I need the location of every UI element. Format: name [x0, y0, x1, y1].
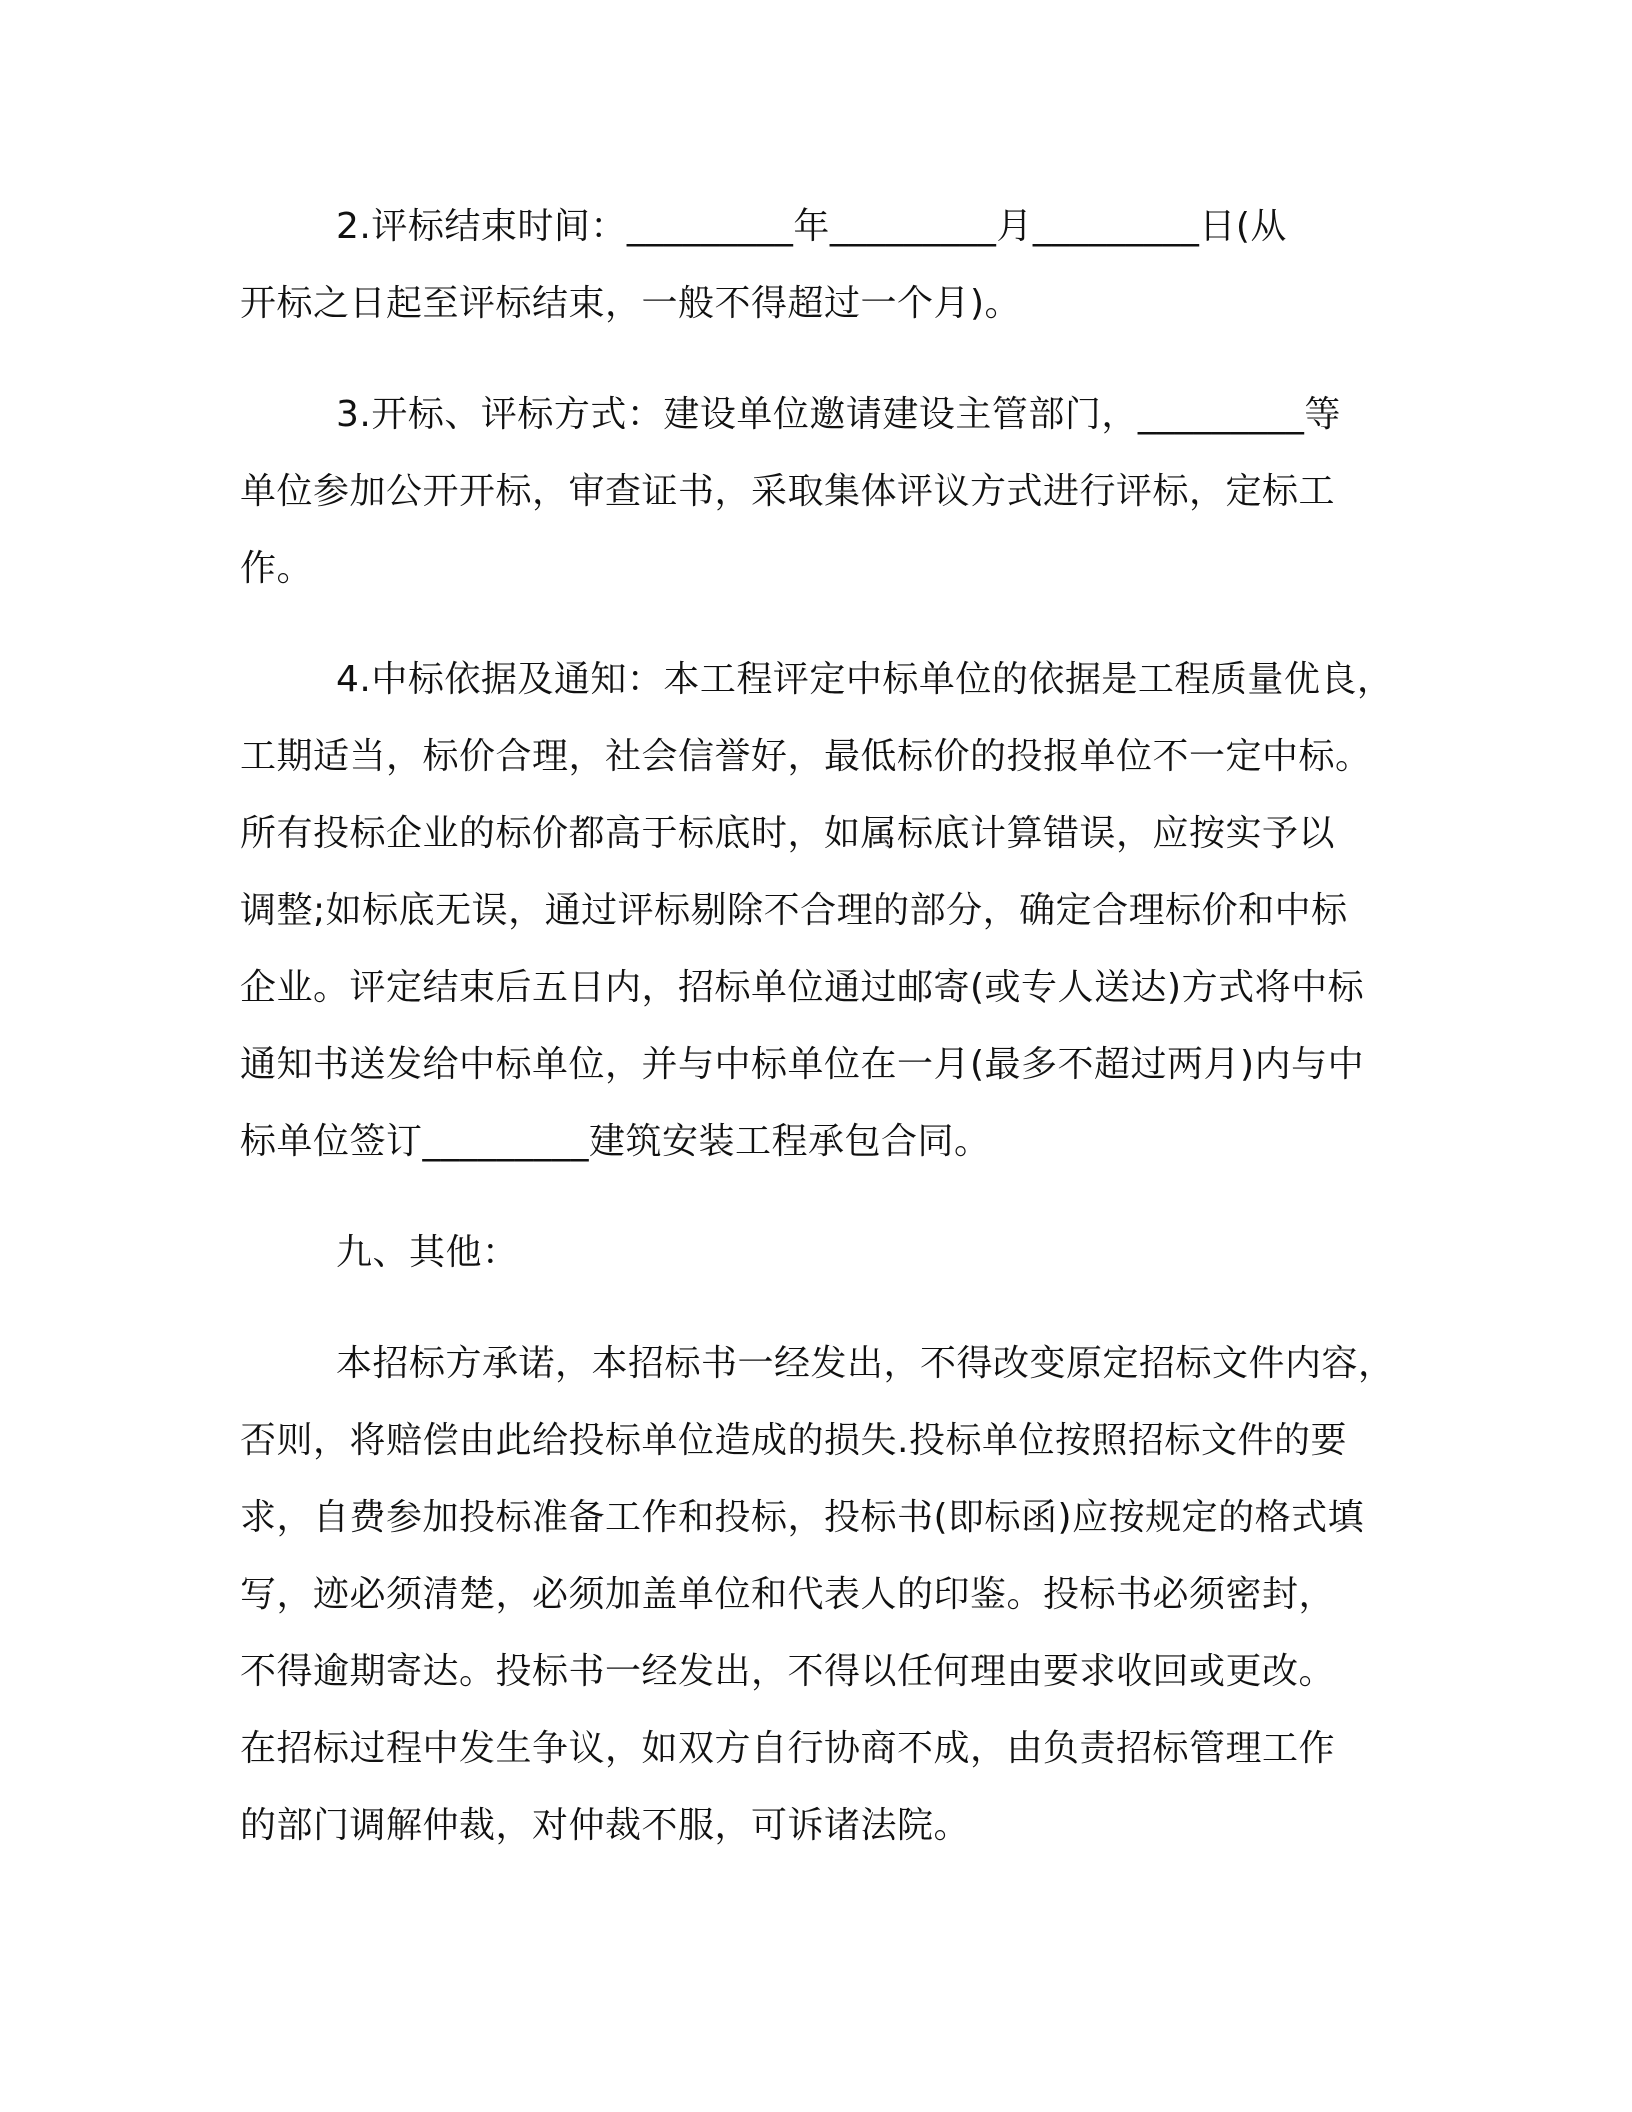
- text-line: 3.开标、评标方式：建设单位邀请建设主管部门，_________等: [336, 394, 1341, 435]
- paragraph-gap: [240, 342, 1392, 376]
- paragraph-award-basis: [240, 641, 1392, 1180]
- text-line: 企业。评定结束后五日内，招标单位通过邮寄(或专人送达)方式将中标: [240, 967, 1365, 1008]
- text-line: 否则，将赔偿由此给投标单位造成的损失.投标单位按照招标文件的要: [240, 1420, 1347, 1461]
- paragraph-gap: [240, 1291, 1392, 1325]
- text-line: 不得逾期寄达。投标书一经发出，不得以任何理由要求收回或更改。: [240, 1651, 1336, 1692]
- text-line: 作。: [240, 548, 314, 589]
- paragraph-eval-end-time: [240, 188, 1392, 342]
- text-line: 本招标方承诺，本招标书一经发出，不得改变原定招标文件内容，: [336, 1343, 1395, 1384]
- text-line: 所有投标企业的标价都高于标底时，如属标底计算错误，应按实予以: [240, 813, 1336, 854]
- text-line: 2.评标结束时间：_________年_________月_________日(从: [336, 206, 1287, 247]
- section-heading-other: [240, 1214, 1392, 1291]
- text-line: 的部门调解仲裁，对仲裁不服，可诉诸法院。: [240, 1805, 971, 1846]
- paragraph-gap: [240, 1180, 1392, 1214]
- document-body: [240, 188, 1395, 1864]
- text-line: 通知书送发给中标单位，并与中标单位在一月(最多不超过两月)内与中: [240, 1044, 1365, 1085]
- text-line: 单位参加公开开标，审查证书，采取集体评议方式进行评标，定标工: [240, 471, 1336, 512]
- text-line: 调整;如标底无误，通过评标剔除不合理的部分，确定合理标价和中标: [240, 890, 1348, 931]
- text-line: 求，自费参加投标准备工作和投标，投标书(即标函)应按规定的格式填: [240, 1497, 1365, 1538]
- text-line: 标单位签订_________建筑安装工程承包合同。: [240, 1121, 991, 1162]
- text-line: 开标之日起至评标结束，一般不得超过一个月)。: [240, 283, 1022, 324]
- text-line: 写，迹必须清楚，必须加盖单位和代表人的印鉴。投标书必须密封，: [240, 1574, 1336, 1615]
- text-line: 在招标过程中发生争议，如双方自行协商不成，由负责招标管理工作: [240, 1728, 1336, 1769]
- heading-text: 九、其他：: [336, 1232, 519, 1273]
- text-line: 4.中标依据及通知：本工程评定中标单位的依据是工程质量优良，: [336, 659, 1394, 700]
- paragraph-opening-method: [240, 376, 1392, 607]
- text-line: 工期适当，标价合理，社会信誉好，最低标价的投报单位不一定中标。: [240, 736, 1372, 777]
- paragraph-other-commitment: [240, 1325, 1395, 1864]
- paragraph-gap: [240, 607, 1392, 641]
